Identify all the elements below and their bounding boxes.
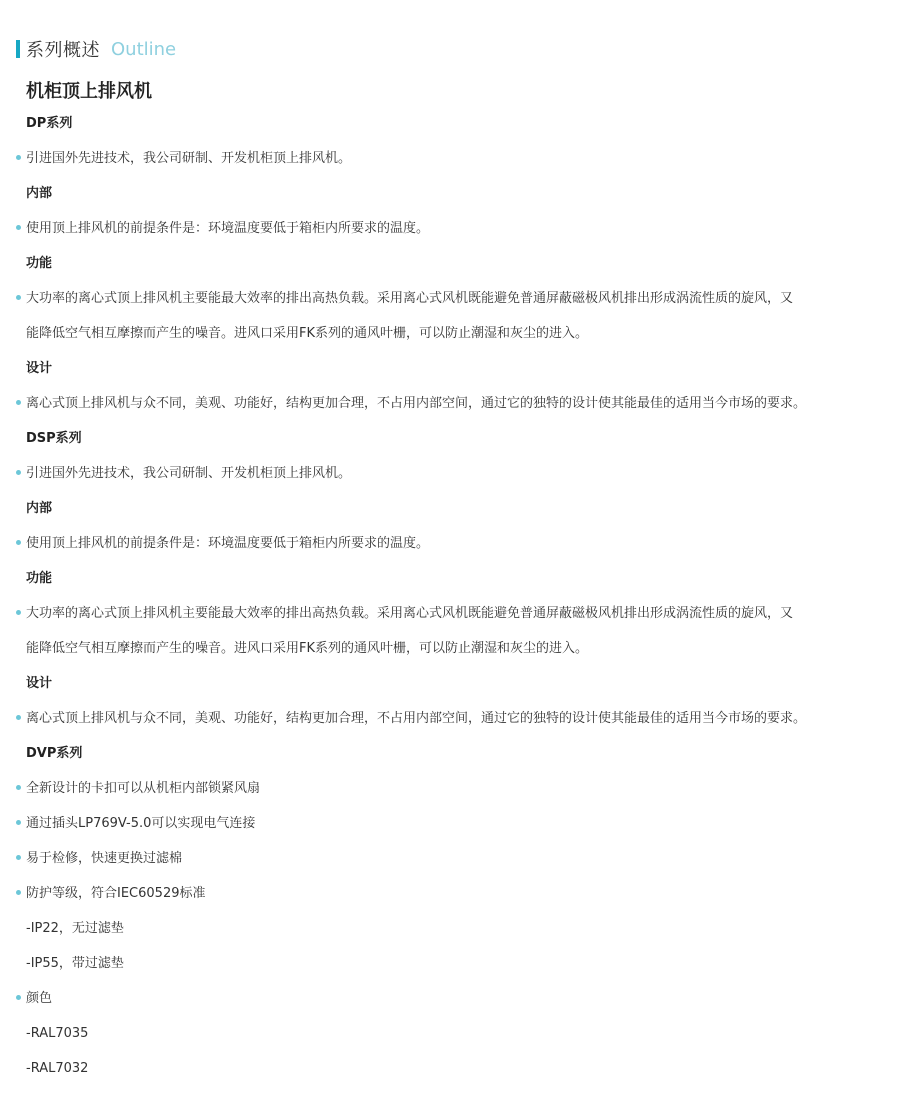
bullet-dot-icon bbox=[16, 225, 21, 230]
bullet-item bbox=[16, 386, 806, 421]
bullet-text: 全新设计的卡扣可以从机柜内部锁紧风扇 bbox=[26, 781, 261, 796]
bullet-text: 离心式顶上排风机与众不同，美观、功能好，结构更加合理，不占用内部空间，通过它的独特的设计使其能最佳的适用当今市场的要求。 bbox=[26, 396, 807, 411]
section-header bbox=[16, 38, 176, 60]
bullet-dot-icon bbox=[16, 470, 21, 475]
section-title: 系列概述 bbox=[26, 40, 100, 61]
bullet-continuation: 能降低空气相互摩擦而产生的噪音。进风口采用FK系列的通风叶栅，可以防止潮湿和灰尘的进入。 bbox=[26, 641, 589, 656]
bullet-text: 引进国外先进技术，我公司研制、开发机柜顶上排风机。 bbox=[26, 151, 352, 166]
subsection-heading: DVP系列 bbox=[26, 746, 83, 761]
bullet-dot-icon bbox=[16, 155, 21, 160]
bullet-text: 颜色 bbox=[26, 991, 53, 1006]
bullet-text: 使用顶上排风机的前提条件是：环境温度要低于箱柜内所要求的温度。 bbox=[26, 536, 430, 551]
bullet-dot-icon bbox=[16, 540, 21, 545]
subsection-heading: 设计 bbox=[26, 676, 53, 691]
bullet-item bbox=[16, 211, 429, 246]
list-subitem: -IP55，带过滤垫 bbox=[26, 956, 124, 971]
product-title: 机柜顶上排风机 bbox=[26, 81, 152, 102]
bullet-item bbox=[16, 526, 429, 561]
bullet-item bbox=[16, 701, 806, 736]
subsection-heading: DSP系列 bbox=[26, 431, 82, 446]
bullet-item bbox=[16, 876, 205, 911]
bullet-dot-icon bbox=[16, 890, 21, 895]
bullet-item bbox=[16, 806, 255, 841]
bullet-item bbox=[16, 596, 793, 631]
header-accent-bar bbox=[16, 40, 20, 58]
bullet-text: 离心式顶上排风机与众不同，美观、功能好，结构更加合理，不占用内部空间，通过它的独特的设计使其能最佳的适用当今市场的要求。 bbox=[26, 711, 807, 726]
bullet-text: 大功率的离心式顶上排风机主要能最大效率的排出高热负载。采用离心式风机既能避免普通屏蔽磁极风机排出形成涡流性质的旋风，又 bbox=[26, 606, 794, 621]
subsection-heading: 内部 bbox=[26, 501, 53, 516]
subsection-heading: 设计 bbox=[26, 361, 53, 376]
list-subitem: -IP22，无过滤垫 bbox=[26, 921, 124, 936]
subsection-heading: DP系列 bbox=[26, 116, 73, 131]
bullet-text: 通过插头LP769V-5.0可以实现电气连接 bbox=[26, 816, 256, 831]
list-subitem: -RAL7032 bbox=[26, 1061, 89, 1076]
bullet-dot-icon bbox=[16, 995, 21, 1000]
bullet-dot-icon bbox=[16, 785, 21, 790]
bullet-item bbox=[16, 281, 793, 316]
bullet-continuation: 能降低空气相互摩擦而产生的噪音。进风口采用FK系列的通风叶栅，可以防止潮湿和灰尘的进入。 bbox=[26, 326, 589, 341]
bullet-dot-icon bbox=[16, 820, 21, 825]
bullet-text: 使用顶上排风机的前提条件是：环境温度要低于箱柜内所要求的温度。 bbox=[26, 221, 430, 236]
list-subitem: -RAL7035 bbox=[26, 1026, 89, 1041]
bullet-text: 防护等级，符合IEC60529标准 bbox=[26, 886, 206, 901]
bullet-item bbox=[16, 771, 260, 806]
bullet-item bbox=[16, 141, 351, 176]
bullet-item bbox=[16, 841, 182, 876]
bullet-text: 引进国外先进技术，我公司研制、开发机柜顶上排风机。 bbox=[26, 466, 352, 481]
subsection-heading: 功能 bbox=[26, 571, 53, 586]
bullet-dot-icon bbox=[16, 400, 21, 405]
subsection-heading: 内部 bbox=[26, 186, 53, 201]
bullet-dot-icon bbox=[16, 715, 21, 720]
bullet-dot-icon bbox=[16, 610, 21, 615]
bullet-text: 易于检修，快速更换过滤棉 bbox=[26, 851, 183, 866]
bullet-item bbox=[16, 981, 52, 1016]
section-subtitle: Outline bbox=[111, 38, 177, 60]
subsection-heading: 功能 bbox=[26, 256, 53, 271]
bullet-dot-icon bbox=[16, 295, 21, 300]
bullet-dot-icon bbox=[16, 855, 21, 860]
bullet-item bbox=[16, 456, 351, 491]
bullet-text: 大功率的离心式顶上排风机主要能最大效率的排出高热负载。采用离心式风机既能避免普通屏蔽磁极风机排出形成涡流性质的旋风，又 bbox=[26, 291, 794, 306]
